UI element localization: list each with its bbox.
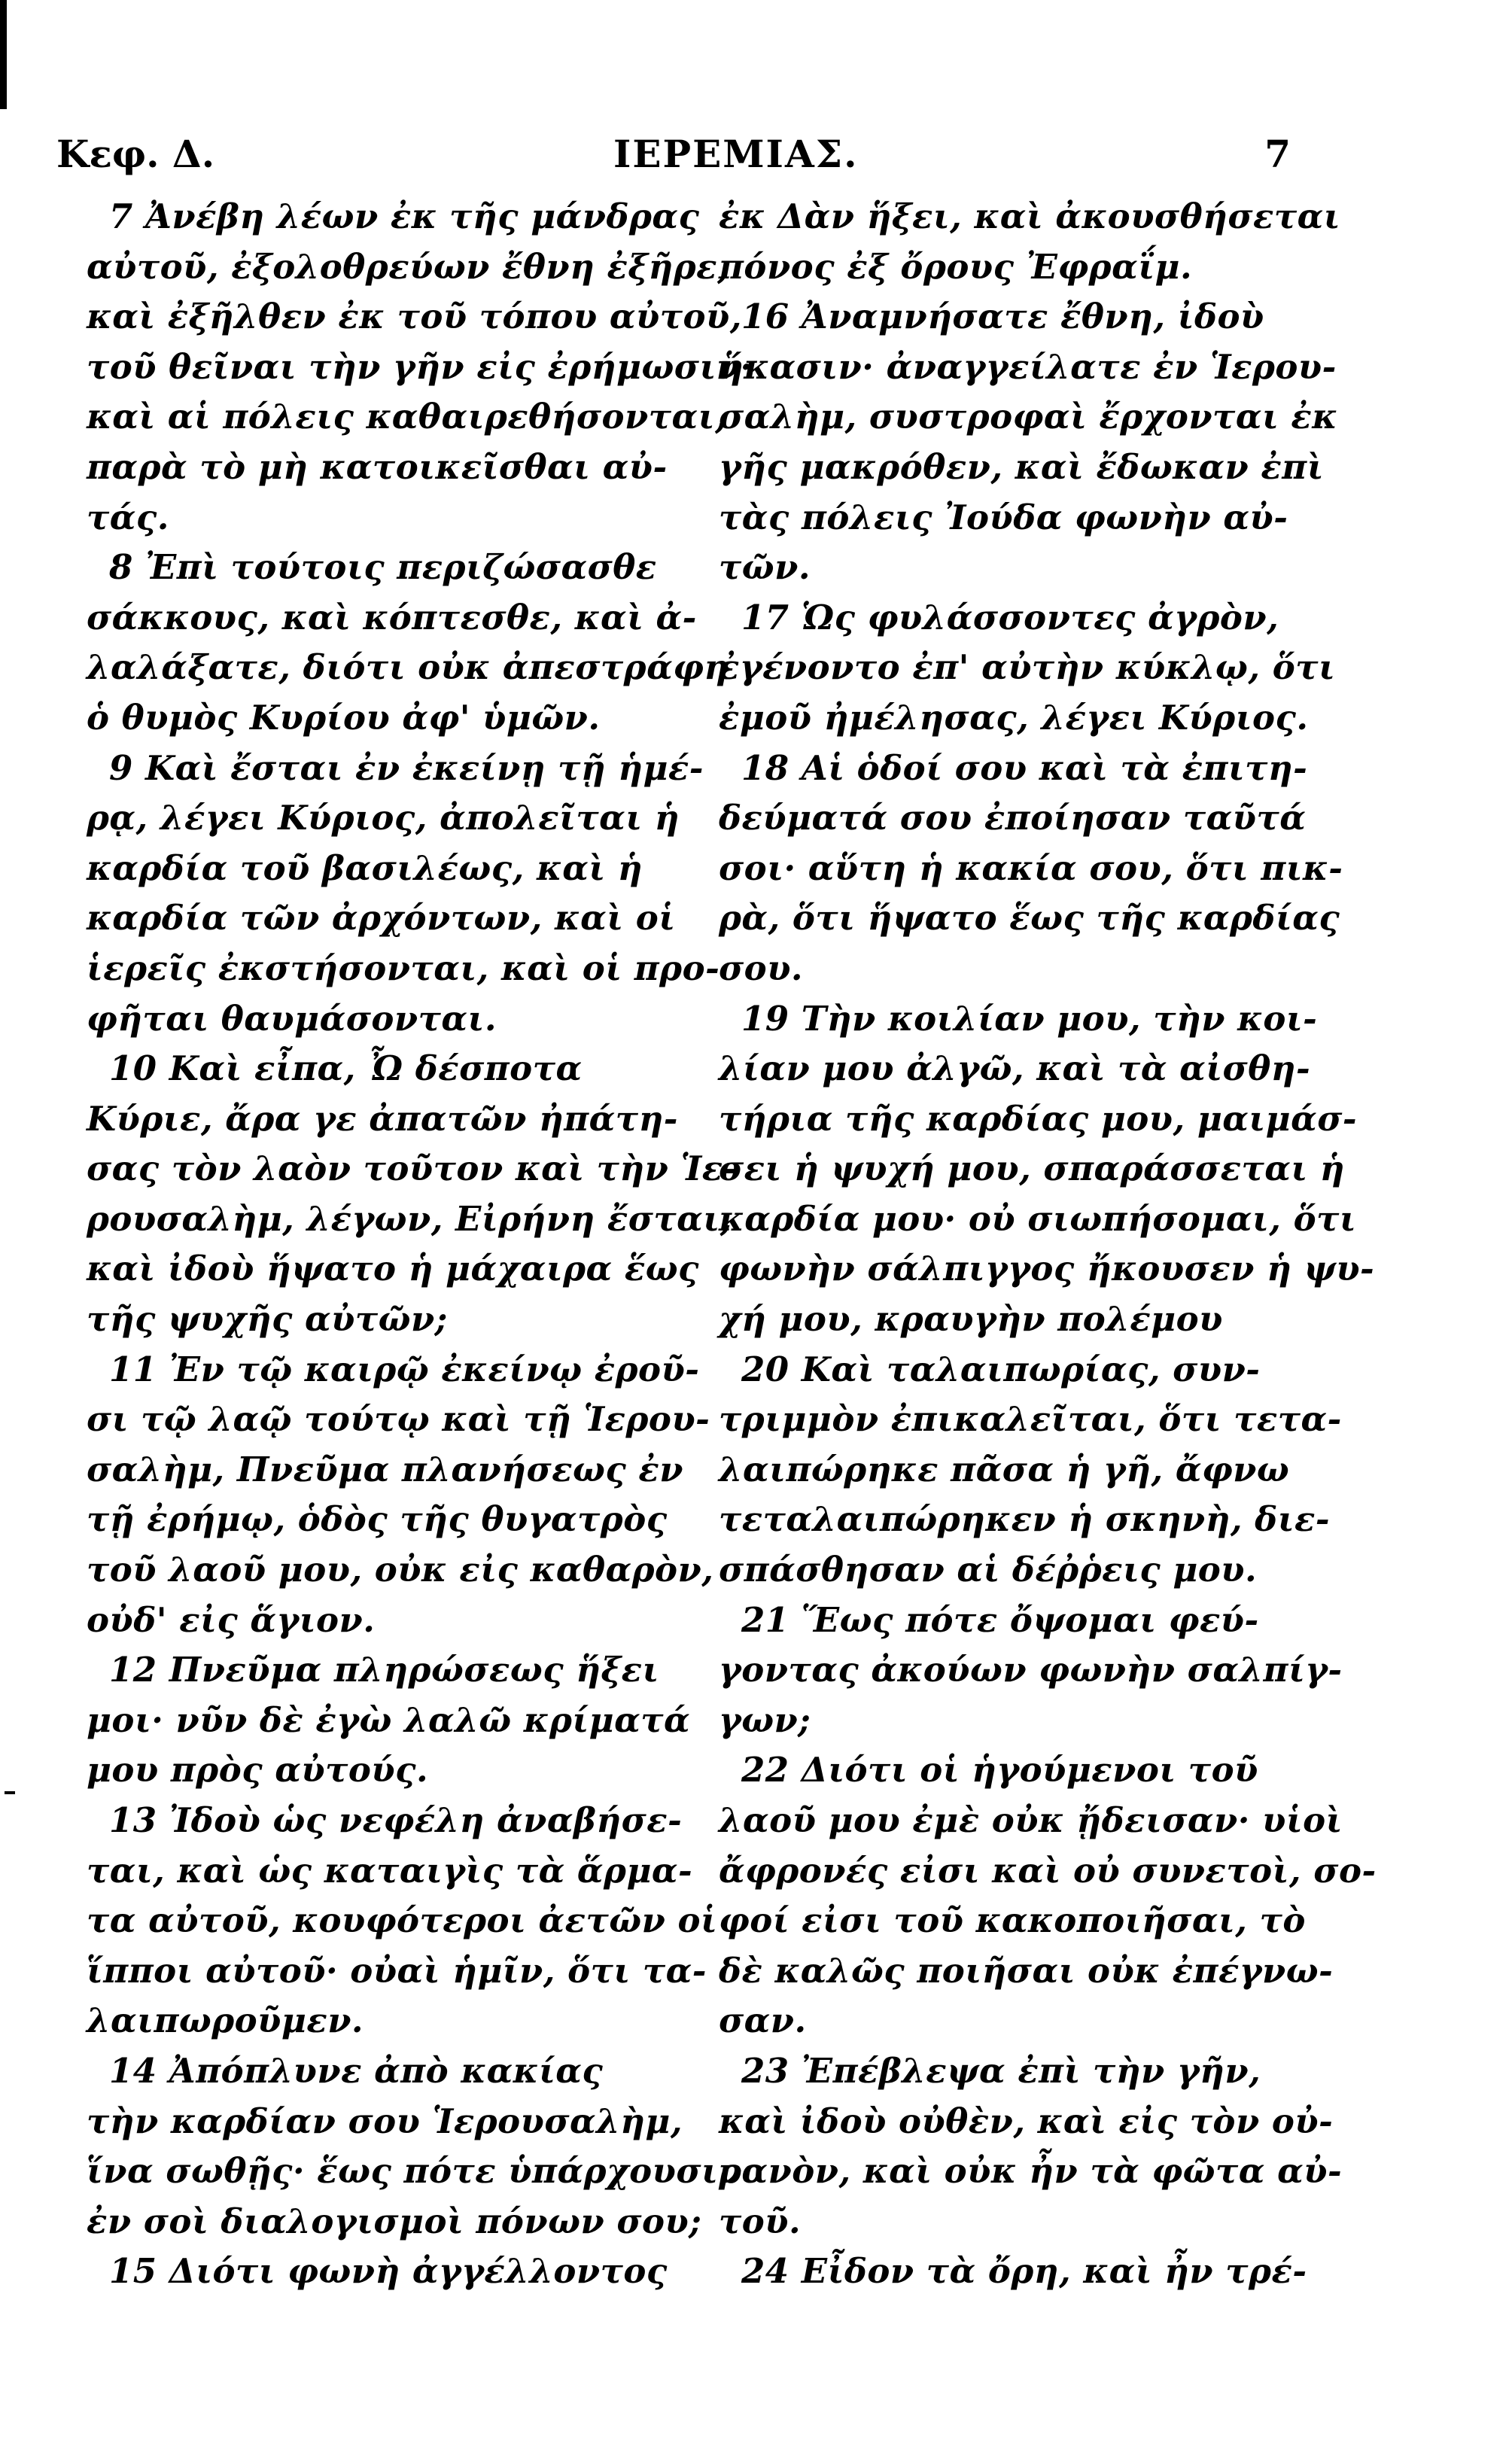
text-line: μοι· νῦν δὲ ἐγὼ λαλῶ κρίματά xyxy=(87,1699,691,1740)
text-line: γοντας ἀκούων φωνὴν σαλπίγ- xyxy=(719,1650,1343,1690)
page-number: 7 xyxy=(1264,132,1291,176)
text-line: δεύματά σου ἐποίησαν ταῦτά xyxy=(719,798,1307,838)
text-line: καρδία τοῦ βασιλέως, καὶ ἡ xyxy=(87,847,643,888)
text-line: 12 Πνεῦμα πληρώσεως ἥξει xyxy=(109,1650,659,1690)
text-line: γῆς μακρόθεν, καὶ ἔδωκαν ἐπὶ xyxy=(719,446,1324,487)
text-line: καὶ ἰδοὺ οὐθὲν, καὶ εἰς τὸν οὐ- xyxy=(719,2101,1334,2141)
text-line: καὶ ἰδοὺ ἥψατο ἡ μάχαιρα ἕως xyxy=(87,1249,699,1289)
text-line: 20 Καὶ ταλαιπωρίας, συν- xyxy=(741,1349,1261,1389)
text-line: σάκκους, καὶ κόπτεσθε, καὶ ἀ- xyxy=(87,597,697,637)
text-line: καρδία τῶν ἀρχόντων, καὶ οἱ xyxy=(87,898,676,939)
text-line: ρουσαλὴμ, λέγων, Εἰρήνη ἔσται, xyxy=(87,1198,732,1239)
text-line: τῆς ψυχῆς αὐτῶν; xyxy=(87,1299,448,1340)
page-edge-mark xyxy=(0,0,7,109)
text-line: τοῦ θεῖναι τὴν γῆν εἰς ἐρήμωσιν· xyxy=(87,346,753,387)
text-line: σπάσθησαν αἱ δέῤῥεις μου. xyxy=(719,1550,1258,1590)
text-line: 16 Ἀναμνήσατε ἔθνη, ἰδοὺ xyxy=(741,297,1264,337)
text-line: ὁ θυμὸς Κυρίου ἀφ' ὑμῶν. xyxy=(87,697,601,738)
text-line: αὐτοῦ, ἐξολοθρεύων ἔθνη ἐξῆρε, xyxy=(87,246,730,287)
text-line: ἐκ Δὰν ἥξει, καὶ ἀκουσθήσεται xyxy=(719,196,1341,236)
text-line: 11 Ἐν τῷ καιρῷ ἐκείνῳ ἐροῦ- xyxy=(109,1349,700,1389)
text-line: σει ἡ ψυχή μου, σπαράσσεται ἡ xyxy=(719,1148,1346,1189)
text-line: χή μου, κραυγὴν πολέμου xyxy=(719,1299,1223,1340)
text-line: γων; xyxy=(719,1699,811,1740)
text-line: σας τὸν λαὸν τοῦτον καὶ τὴν Ἱε- xyxy=(87,1148,738,1189)
text-line: ται, καὶ ὡς καταιγὶς τὰ ἅρμα- xyxy=(87,1850,693,1891)
text-line: 19 Τὴν κοιλίαν μου, τὴν κοι- xyxy=(741,998,1318,1039)
text-line: ρὰ, ὅτι ἥψατο ἕως τῆς καρδίας xyxy=(719,898,1340,939)
text-line: 8 Ἐπὶ τούτοις περιζώσασθε xyxy=(109,547,657,588)
text-line: ρανὸν, καὶ οὐκ ἦν τὰ φῶτα αὐ- xyxy=(719,2151,1343,2192)
page-edge-tick xyxy=(5,1791,15,1794)
text-line: τὴν καρδίαν σου Ἱερουσαλὴμ, xyxy=(87,2101,683,2141)
chapter-label: Κεφ. Δ. xyxy=(56,132,215,176)
text-line: ἵνα σωθῇς· ἕως πότε ὑπάρχουσιν xyxy=(87,2151,743,2192)
text-line: δὲ καλῶς ποιῆσαι οὐκ ἐπέγνω- xyxy=(719,1950,1334,1991)
text-line: σι τῷ λαῷ τούτῳ καὶ τῇ Ἱερου- xyxy=(87,1399,710,1440)
text-line: σοι· αὕτη ἡ κακία σου, ὅτι πικ- xyxy=(719,847,1343,888)
text-line: 7 Ἀνέβη λέων ἐκ τῆς μάνδρας xyxy=(109,196,700,236)
text-line: μου πρὸς αὐτούς. xyxy=(87,1750,429,1790)
text-line: φωνὴν σάλπιγγος ἤκουσεν ἡ ψυ- xyxy=(719,1249,1375,1289)
text-line: 18 Αἱ ὁδοί σου καὶ τὰ ἐπιτη- xyxy=(741,747,1308,788)
text-line: καὶ ἐξῆλθεν ἐκ τοῦ τόπου αὐτοῦ, xyxy=(87,297,742,337)
text-line: τεταλαιπώρηκεν ἡ σκηνὴ, διε- xyxy=(719,1499,1331,1540)
text-line: τοῦ. xyxy=(719,2201,802,2241)
text-line: παρὰ τὸ μὴ κατοικεῖσθαι αὐ- xyxy=(87,446,668,487)
text-line: τάς. xyxy=(87,497,169,537)
text-line: ἄφρονές εἰσι καὶ οὐ συνετοὶ, σο- xyxy=(719,1850,1377,1891)
text-line: φῆται θαυμάσονται. xyxy=(87,998,497,1039)
text-line: λαιπωροῦμεν. xyxy=(87,2000,364,2041)
text-line: φοί εἰσι τοῦ κακοποιῆσαι, τὸ xyxy=(719,1900,1306,1941)
text-line: τῇ ἐρήμῳ, ὁδὸς τῆς θυγατρὸς xyxy=(87,1499,668,1540)
book-title: ΙΕΡΕΜΙΑΣ. xyxy=(613,132,859,176)
text-line: ρᾳ, λέγει Κύριος, ἀπολεῖται ἡ xyxy=(87,798,680,838)
text-line: ἵπποι αὐτοῦ· οὐαὶ ἡμῖν, ὅτι τα- xyxy=(87,1950,707,1991)
text-line: λαοῦ μου ἐμὲ οὐκ ᾔδεισαν· υἱοὶ xyxy=(719,1800,1343,1840)
text-line: οὐδ' εἰς ἅγιον. xyxy=(87,1599,376,1640)
text-line: ἐν σοὶ διαλογισμοὶ πόνων σου; xyxy=(87,2201,702,2241)
text-line: σαν. xyxy=(719,2000,807,2041)
text-line: τήρια τῆς καρδίας μου, μαιμάσ- xyxy=(719,1098,1358,1139)
text-line: ἐμοῦ ἠμέλησας, λέγει Κύριος. xyxy=(719,697,1309,738)
text-line: ἱερεῖς ἐκστήσονται, καὶ οἱ προ- xyxy=(87,948,720,988)
text-line: λίαν μου ἀλγῶ, καὶ τὰ αἰσθη- xyxy=(719,1048,1311,1089)
text-line: τα αὐτοῦ, κουφότεροι ἀετῶν οἱ xyxy=(87,1900,718,1941)
text-line: 22 Διότι οἱ ἡγούμενοι τοῦ xyxy=(741,1750,1258,1790)
text-line: 15 Διότι φωνὴ ἀγγέλλοντος xyxy=(109,2251,668,2292)
text-line: τοῦ λαοῦ μου, οὐκ εἰς καθαρὸν, xyxy=(87,1550,714,1590)
text-line: ἥκασιν· ἀναγγείλατε ἐν Ἱερου- xyxy=(719,346,1337,387)
text-line: 13 Ἰδοὺ ὡς νεφέλη ἀναβήσε- xyxy=(109,1800,683,1840)
text-line: 23 Ἐπέβλεψα ἐπὶ τὴν γῆν, xyxy=(741,2050,1261,2091)
text-line: λαλάξατε, διότι οὐκ ἀπεστράφη xyxy=(87,647,729,688)
text-line: καρδία μου· οὐ σιωπήσομαι, ὅτι xyxy=(719,1198,1357,1239)
text-line: 17 Ὡς φυλάσσοντες ἀγρὸν, xyxy=(741,597,1279,637)
right-text-column xyxy=(719,192,1377,2297)
text-line: σαλὴμ, συστροφαὶ ἔρχονται ἐκ xyxy=(719,397,1338,437)
text-line: 24 Εἶδον τὰ ὄρη, καὶ ἦν τρέ- xyxy=(741,2251,1307,2292)
text-line: Κύριε, ἄρα γε ἀπατῶν ἠπάτη- xyxy=(87,1098,678,1139)
left-text-column xyxy=(87,192,753,2297)
text-line: πόνος ἐξ ὄρους Ἐφραΐμ. xyxy=(719,246,1193,287)
text-line: τῶν. xyxy=(719,547,811,588)
text-line: σαλὴμ, Πνεῦμα πλανήσεως ἐν xyxy=(87,1449,683,1489)
text-line: 14 Ἀπόπλυνε ἀπὸ κακίας xyxy=(109,2050,604,2091)
text-line: 9 Καὶ ἔσται ἐν ἐκείνῃ τῇ ἡμέ- xyxy=(109,747,704,788)
text-line: καὶ αἱ πόλεις καθαιρεθήσονται, xyxy=(87,397,728,437)
text-line: 21 Ἕως πότε ὄψομαι φεύ- xyxy=(741,1599,1259,1640)
text-line: λαιπώρηκε πᾶσα ἡ γῆ, ἄφνω xyxy=(719,1449,1290,1489)
running-header xyxy=(56,124,1291,184)
text-line: τριμμὸν ἐπικαλεῖται, ὅτι τετα- xyxy=(719,1399,1342,1440)
text-line: σου. xyxy=(719,948,804,988)
text-line: τὰς πόλεις Ἰούδα φωνὴν αὐ- xyxy=(719,497,1288,537)
text-line: ἐγένοντο ἐπ' αὐτὴν κύκλῳ, ὅτι xyxy=(719,647,1336,688)
text-line: 10 Καὶ εἶπα, Ὦ δέσποτα xyxy=(109,1048,583,1089)
